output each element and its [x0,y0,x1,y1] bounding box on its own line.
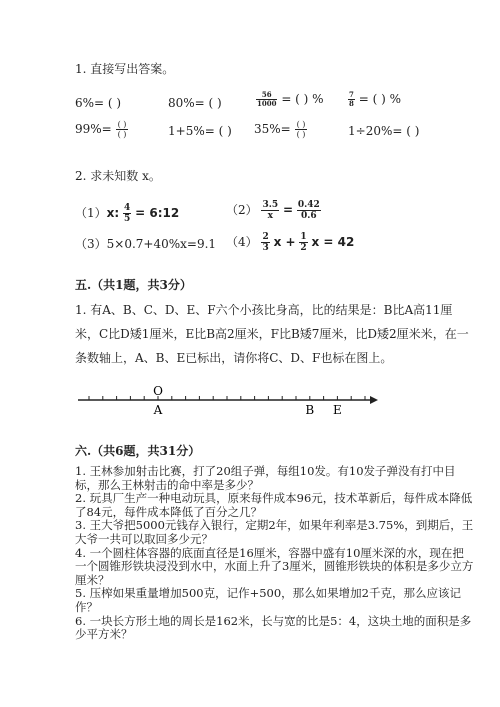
fraction: $\frac{3.5}{x}$ [262,200,279,221]
q-value: 1+5% [168,124,205,138]
point-labels [153,403,342,417]
problem-6: 6. 一块长方形土地的周长是162米，长与宽的比是5：4，这块土地的面积是多少平方米？ [75,613,472,642]
q-1-div-20-percent [348,124,419,138]
fraction: $\frac{56}{1000}$ [257,90,277,108]
equation-4: （4） $\frac{2}{3}$ x + $\frac{1}{2}$ x = 42 [226,232,355,253]
answer-blank: = ( ) [392,124,420,138]
q-99-percent: 99%= $\frac{( )}{( )}$ [75,120,127,139]
section5-heading: 五.（共1题，共3分） [75,278,192,292]
q-value: 80% [168,96,195,110]
problem-1: 1. 王林参加射击比赛，打了20组子弹，每组10发。有10发子弹没有打中目标，那么王林射击的命中率是多少？ [75,464,456,492]
q-value: 35% [254,122,281,136]
section6-heading: 六.（共6题，共31分） [75,444,201,458]
answer-blank: = ( ) [194,96,222,110]
answer-blank: = ( ) [94,96,122,110]
point-label-b: B [305,403,315,417]
fraction-blank: $\frac{( )}{( )}$ [296,120,306,139]
section5-paragraph: 1. 有A、B、C、D、E、F六个小孩比身高，比的结果是：B比A高11厘米，C比D矮1厘米，E比B高2厘米，F比B矮7厘米，比D矮2厘米米，在一条数轴上，A、B、E已标出，请你将C、D、F也标在图上。 [75,303,469,365]
problem-4: 4. 一个圆柱体容器的底面直径是16厘米，容器中盛有10厘米深的水，现在把一个圆锥形铁块浸没到水中，水面上升了3厘米，圆锥形铁块的体积是多少立方厘米？ [75,545,474,587]
answer-blank: = ( ) [204,124,232,138]
fraction: $\frac{7}{8}$ [349,90,354,108]
q-value: 1÷20% [348,124,393,138]
answer-blank: = ( ) % [358,92,401,106]
q-value: 99% [75,122,102,136]
q-80-percent [168,96,222,110]
equation-3: （3）5×0.7+40%x=9.1 [75,237,217,251]
problem-5: 5. 压榨如果重量增加500克，记作+500，那么如果增加2千克，那么应该记作？ [75,586,461,614]
fraction: $\frac{1}{2}$ [300,232,307,253]
equation-2: （2） $\frac{3.5}{x}$ = $\frac{0.42}{0.6}$ [226,200,320,221]
equation-1: （1）x: $\frac{4}{5}$ = 6:12 [75,203,180,224]
point-label-a: A [153,403,163,417]
fraction-blank: $\frac{( )}{( )}$ [117,120,127,139]
fraction: $\frac{0.42}{0.6}$ [297,200,320,221]
problem-3: 3. 王大爷把5000元钱存入银行，定期2年，如果年利率是3.75%，到期后，王大爷一共可以取回多少元？ [75,518,474,546]
origin-label: O [153,384,163,398]
answer-blank: = ( ) % [281,92,324,106]
section2-title: 2. 求未知数 x。 [75,169,161,183]
problem-list [75,465,475,642]
q-value: 6% [75,96,95,110]
point-label-e: E [333,403,342,417]
fraction: $\frac{4}{5}$ [124,203,131,224]
q-7-over-8 [348,91,401,108]
problem-2: 2. 玩具厂生产一种电动玩具，原来每件成本96元，技术革新后，每件成本降低了84元，每件成本降低了百分之几？ [75,491,473,519]
q-56-over-1000 [256,91,324,108]
q-6-percent [75,96,121,110]
q-1-plus-5-percent [168,124,232,138]
number-line [70,380,380,420]
number-line-ticks [89,396,365,400]
fraction: $\frac{2}{3}$ [262,232,269,253]
section1-title: 1. 直接写出答案。 [75,62,175,76]
number-line-arrow [370,396,378,404]
q-35-percent: 35%= $\frac{( )}{( )}$ [254,120,306,139]
